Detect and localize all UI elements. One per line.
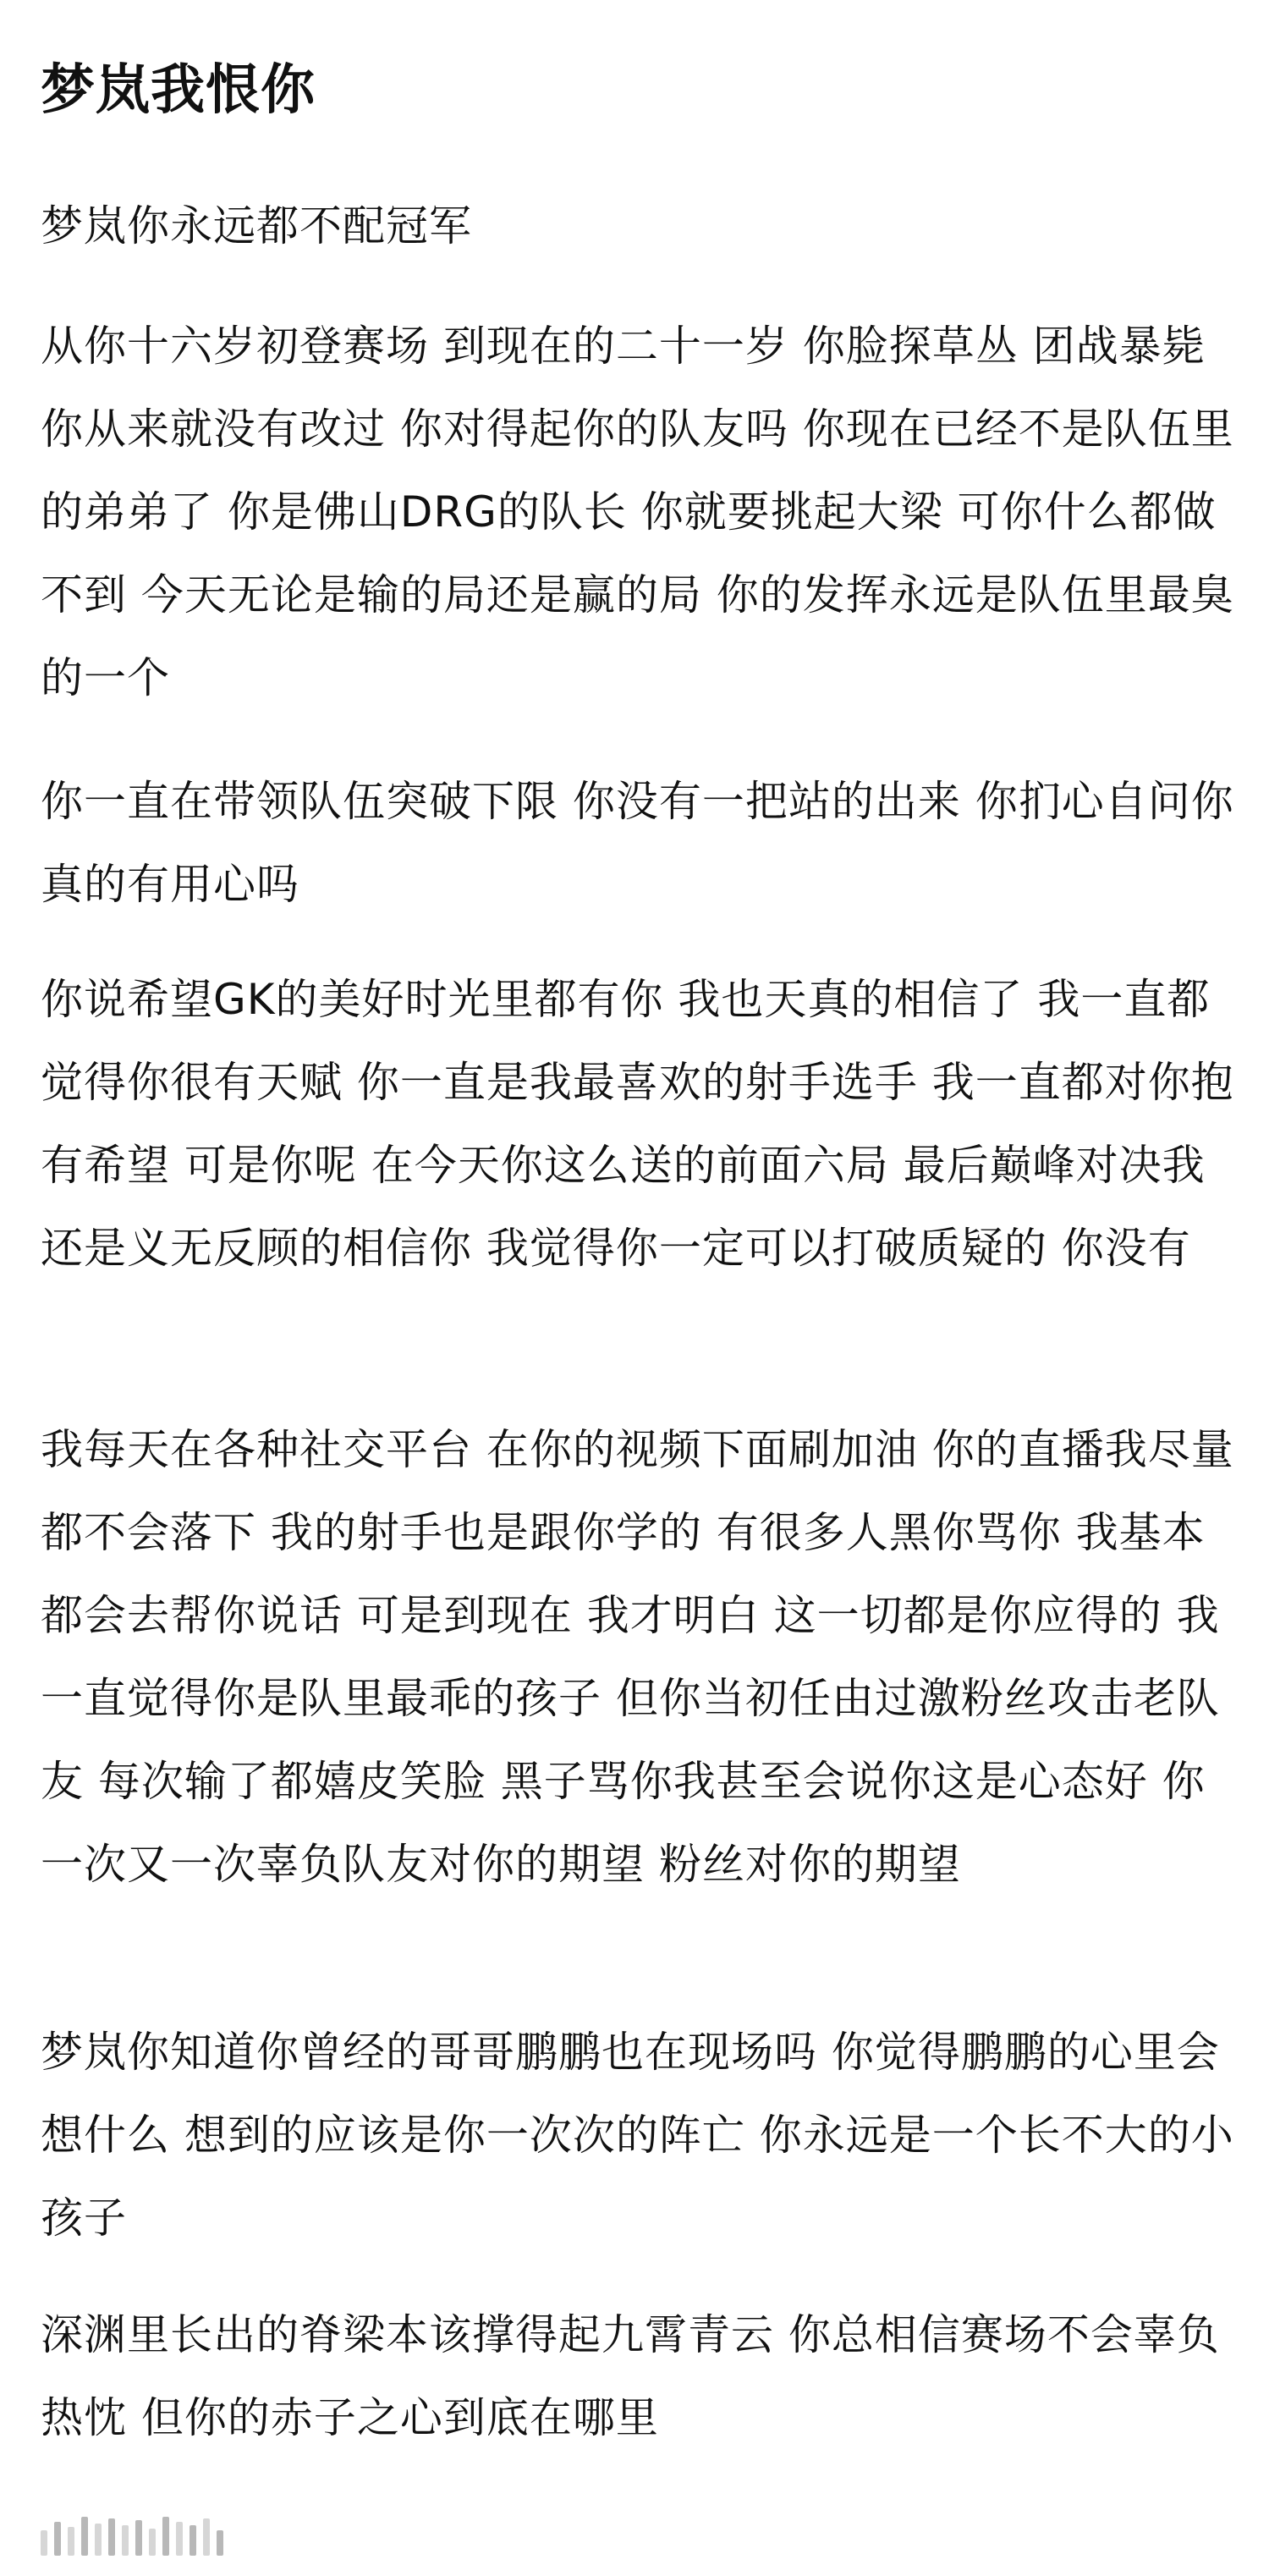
paragraph-4: 你说希望GK的美好时光里都有你 我也天真的相信了 我一直都觉得你很有天赋 你一直是我最喜欢的射手选手 我一直都对你抱有希望 可是你呢 在今天你这么送的前面六局 最后巅峰对决我还是义无反顾的相信你 我觉得你一定可以打破质疑的 你没有 [41, 975, 1234, 1273]
paragraph-5: 我每天在各种社交平台 在你的视频下面刷加油 你的直播我尽量都不会落下 我的射手也是跟你学的 有很多人黑你骂你 我基本都会去帮你说话 可是到现在 我才明白 这一切都是你应得的 我一直觉得你是队里最乖的孩子 但你当初任由过激粉丝攻击老队友 每次输了都嬉皮笑脸 黑子骂你我甚至会说你这是心态好 你一次又一次辜负队友对你的期望 粉丝对你的期望 [41, 1425, 1234, 1889]
post-title: 梦岚我恨你 [41, 59, 316, 122]
paragraph-3: 你一直在带领队伍突破下限 你没有一把站的出来 你扪心自问你真的有用心吗 [41, 777, 1234, 909]
paragraph-6: 梦岚你知道你曾经的哥哥鹏鹏也在现场吗 你觉得鹏鹏的心里会想什么 想到的应该是你一次次的阵亡 你永远是一个长不大的小孩子 [41, 2028, 1234, 2243]
paragraph-7: 深渊里长出的脊梁本该撑得起九霄青云 你总相信赛场不会辜负热忱 但你的赤子之心到底在哪里 [41, 2310, 1220, 2442]
paragraph-2: 从你十六岁初登赛场 到现在的二十一岁 你脸探草丛 团战暴毙 你从来就没有改过 你对得起你的队友吗 你现在已经不是队伍里的弟弟了 你是佛山DRG的队长 你就要挑起大梁 可你什么都做不到 今天无论是输的局还是赢的局 你的发挥永远是队伍里最臭的一个 [41, 322, 1234, 702]
barcode-watermark-icon [41, 2512, 223, 2556]
paragraph-1: 梦岚你永远都不配冠军 [41, 201, 472, 250]
